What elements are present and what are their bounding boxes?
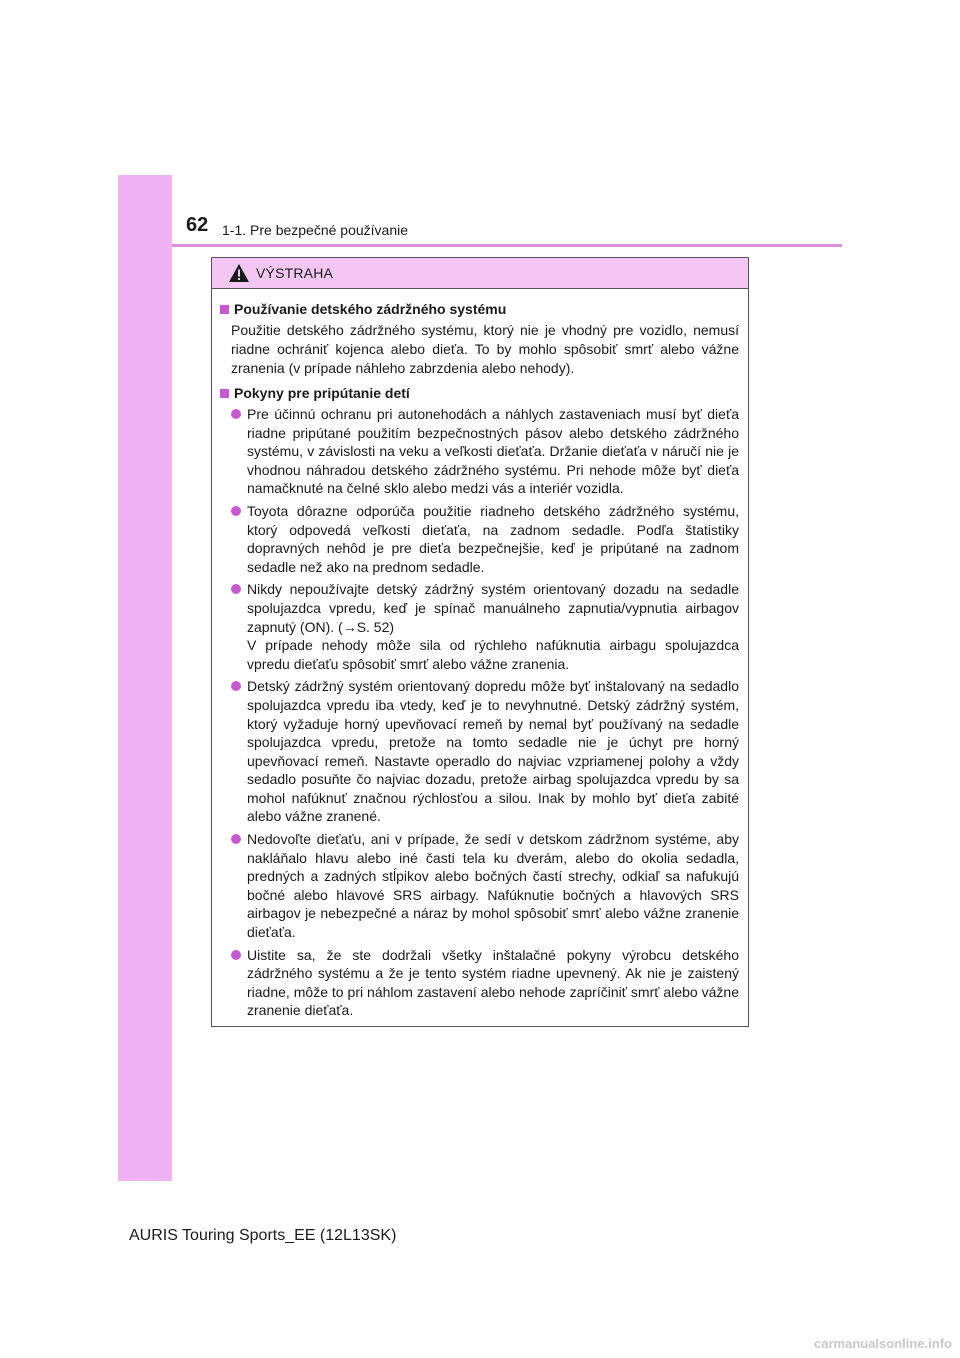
list-item xyxy=(220,502,739,576)
section-heading xyxy=(220,384,739,403)
list-item-text: Nedovoľte dieťaťu, ani v prípade, že sedí v detskom zádržnom systéme, aby nakláňalo hlavu alebo iné časti tela ku dverám, alebo do okolia sedadla, predných a zadných stĺpikov alebo bočných častí strechy, odkiaľ sa nafukujú bočné alebo hlavové SRS airbagy. Nafúknutie bočných a hlavových SRS airbagov je nebezpečné a náraz by mohol spôsobiť smrť alebo vážne zranenie dieťaťa. xyxy=(247,831,739,941)
section-heading-text: Používanie detského zádržného systému xyxy=(234,301,507,317)
page-number: 62 xyxy=(186,214,209,236)
square-bullet-icon xyxy=(220,305,229,314)
section-child-securing xyxy=(220,384,739,1020)
header-rule xyxy=(172,244,842,247)
round-bullet-icon xyxy=(231,506,241,516)
list-item-text: Pre účinnú ochranu pri autonehodách a náhlych zastaveniach musí byť dieťa riadne pripútané použitím bezpečnostných pásov alebo detského zádržného systému, v závislosti na veku a veľkosti dieťaťa. Držanie dieťaťa v náručí nie je vhodnou náhradou detského zádržného systému. Pri nehode môže byť dieťa namačknuté na čelné sklo alebo medzi vás a interiér vozidla. xyxy=(247,406,739,497)
section-child-restraint-use xyxy=(220,300,739,378)
list-item xyxy=(220,677,739,826)
list-item xyxy=(220,830,739,942)
round-bullet-icon xyxy=(231,681,241,691)
square-bullet-icon xyxy=(220,389,229,398)
warning-body xyxy=(212,289,748,1020)
section-title: 1-1. Pre bezpečné používanie xyxy=(222,222,409,238)
list-item-text: Uistite sa, že ste dodržali všetky inštalačné pokyny výrobcu detského zádržného systému a že je tento systém riadne upevnený. Ak nie je zaistený riadne, môže to pri náhlom zastavení alebo nehode zapríčiniť smrť alebo vážne zranenie dieťaťa. xyxy=(247,946,739,1019)
list-item-text: Nikdy nepoužívajte detský zádržný systém orientovaný dozadu na sedadle spolujazdca vpredu, keď je spínač manuálneho zapnutia/vypnutia airbagov zapnutý (ON). (→S. 52) V prípade nehody môže sila od rýchleho nafúknutia airbagu spolujazdca vpredu dieťaťu spôsobiť smrť alebo vážne zranenia. xyxy=(247,581,739,672)
warning-label: VÝSTRAHA xyxy=(256,265,334,281)
list-item xyxy=(220,405,739,498)
section-heading-text: Pokyny pre pripútanie detí xyxy=(234,385,410,401)
section-paragraph: Použitie detského zádržného systému, ktorý nie je vhodný pre vozidlo, nemusí riadne ochrániť kojenca alebo dieťa. To by mohlo spôsobiť smrť alebo vážne zranenia (v prípade náhleho zabrzdenia alebo nehody). xyxy=(231,322,739,376)
list-item xyxy=(220,580,739,673)
list-item-text: Detský zádržný systém orientovaný dopredu môže byť inštalovaný na sedadlo spolujazdca vpredu iba vtedy, keď je to nevyhnutné. Detský zádržný systém, ktorý vyžaduje horný upevňovací remeň by nemal byť používaný na sedadle spolujazdca vpredu, pretože na tomto sedadle nie je úchyt pre horný upevňovací remeň. Nastavte operadlo do najviac vzpriamenej polohy a vždy sedadlo posuňte čo najviac dozadu, pretože airbag spolujazdca vpredu by sa mohol nafúknuť značnou rýchlosťou a silou. Inak by mohlo byť dieťa zabité alebo vážne zranené. xyxy=(247,678,739,825)
warning-header xyxy=(212,258,748,289)
chapter-sidebar-tab xyxy=(118,175,172,1181)
list-item xyxy=(220,946,739,1020)
section-heading xyxy=(220,300,739,319)
warning-triangle-icon xyxy=(228,263,250,283)
round-bullet-icon xyxy=(231,834,241,844)
round-bullet-icon xyxy=(231,950,241,960)
watermark: carmanualsonline.info xyxy=(814,1336,952,1351)
round-bullet-icon xyxy=(231,584,241,594)
round-bullet-icon xyxy=(231,409,241,419)
manual-footer: AURIS Touring Sports_EE (12L13SK) xyxy=(129,1227,397,1244)
warning-box xyxy=(211,257,749,1027)
list-item-text: Toyota dôrazne odporúča použitie riadneho detského zádržného systému, ktorý odpovedá veľkosti dieťaťa, na zadnom sedadle. Podľa štatistiky dopravných nehôd je pre dieťa bezpečnejšie, keď je pripútané na zadnom sedadle než ako na prednom sedadle. xyxy=(247,502,739,575)
